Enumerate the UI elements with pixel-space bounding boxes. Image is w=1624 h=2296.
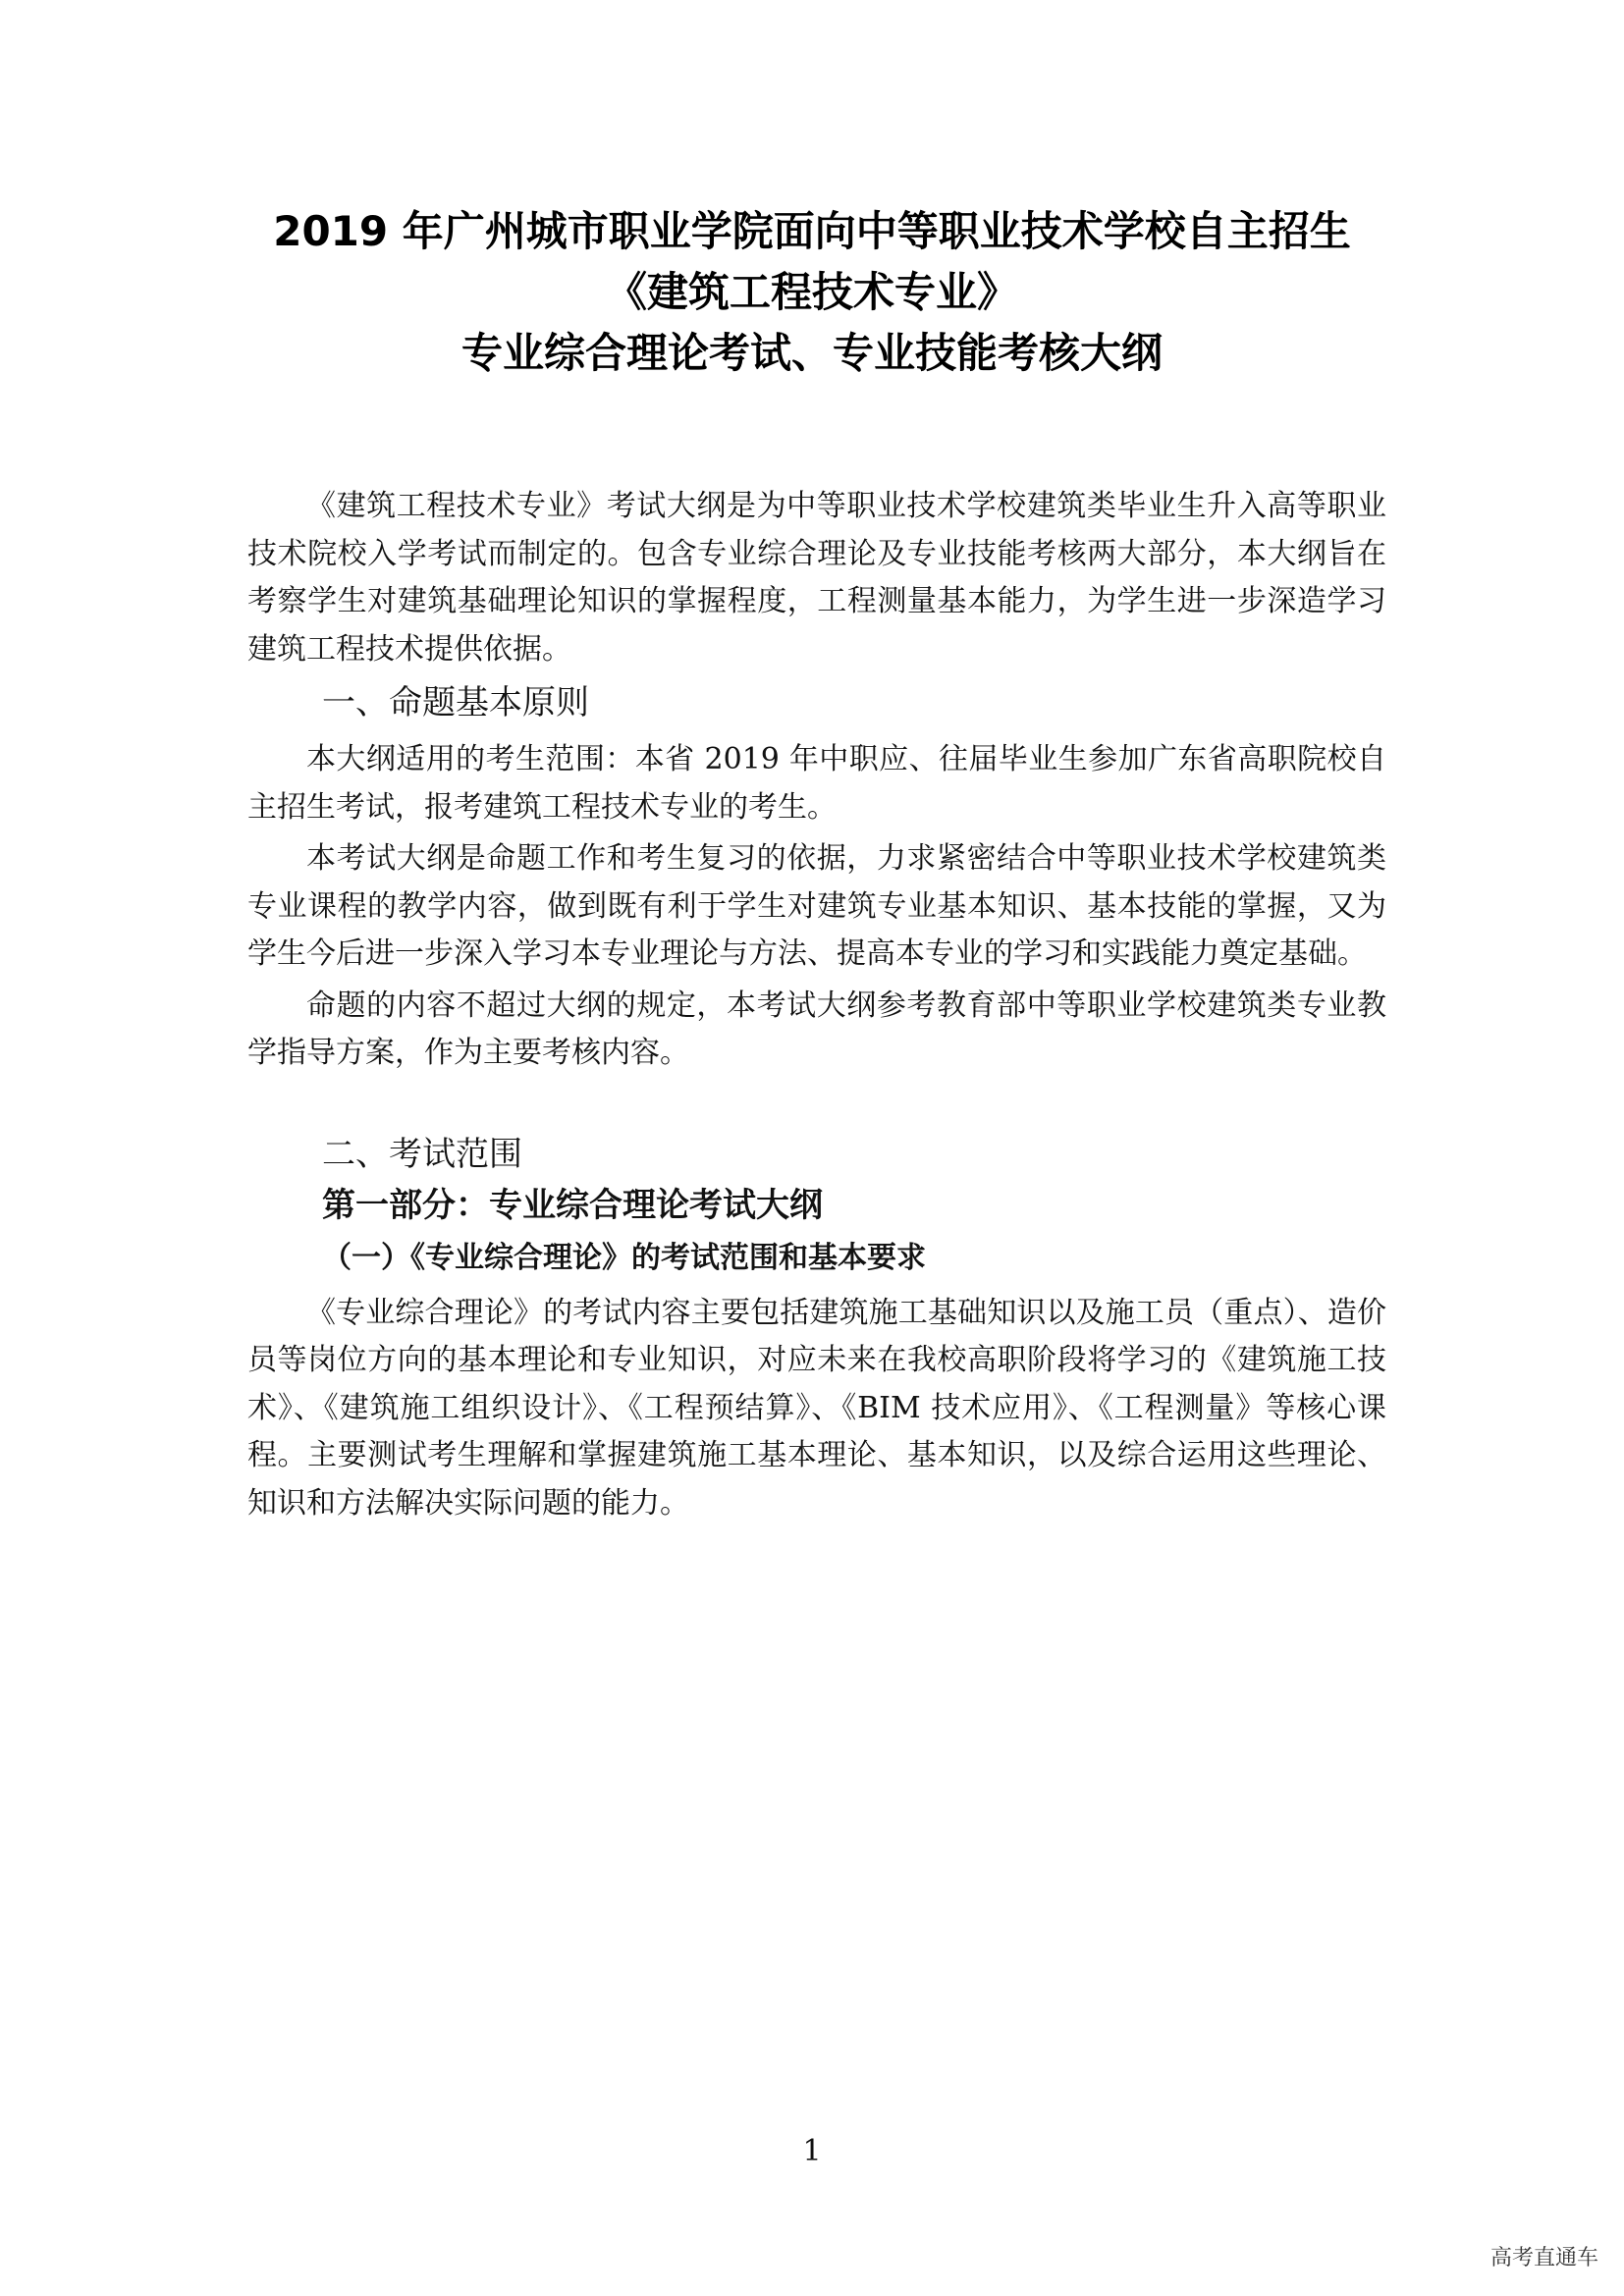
section-1-paragraph-3: 命题的内容不超过大纲的规定，本考试大纲参考教育部中等职业学校建筑类专业教学指导方案，作为主要考核内容。 — [247, 988, 1386, 1070]
title-line-3: 专业综合理论考试、专业技能考核大纲 — [460, 329, 1163, 377]
title-line-2: 《建筑工程技术专业》 — [605, 268, 1018, 316]
document-body — [247, 483, 1386, 1527]
section-1-paragraph-1: 本大纲适用的考生范围：本省 2019 年中职应、往届毕业生参加广东省高职院校自主招生考试，报考建筑工程技术专业的考生。 — [247, 742, 1386, 825]
section-1-paragraph-2: 本考试大纲是命题工作和考生复习的依据，力求紧密结合中等职业技术学校建筑类专业课程的教学内容，做到既有利于学生对建筑专业基本知识、基本技能的掌握，又为学生今后进一步深入学习本专业理论与方法、提高本专业的学习和实践能力奠定基础。 — [247, 841, 1386, 971]
page-number: 1 — [802, 2134, 822, 2168]
sub-heading: （一）《专业综合理论》的考试范围和基本要求 — [322, 1240, 926, 1275]
section-2-heading: 二、考试范围 — [322, 1134, 522, 1174]
section-1-heading: 一、命题基本原则 — [322, 683, 589, 722]
section-2-paragraph: 《专业综合理论》的考试内容主要包括建筑施工基础知识以及施工员（重点）、造价员等岗位方向的基本理论和专业知识，对应未来在我校高职阶段将学习的《建筑施工技术》、《建筑施工组织设计》、《工程预结算》、《BIM 技术应用》、《工程测量》等核心课程。主要测试考生理解和掌握建筑施工基本理论、基本知识，以及综合运用这些理论、知识和方法解决实际问题的能力。 — [247, 1295, 1386, 1521]
intro-paragraph: 《建筑工程技术专业》考试大纲是为中等职业技术学校建筑类毕业生升入高等职业技术院校入学考试而制定的。包含专业综合理论及专业技能考核两大部分，本大纲旨在考察学生对建筑基础理论知识的掌握程度，工程测量基本能力，为学生进一步深造学习建筑工程技术提供依据。 — [247, 489, 1386, 667]
document-title — [0, 201, 1624, 384]
part-1-heading: 第一部分：专业综合理论考试大纲 — [322, 1185, 823, 1225]
title-line-1: 2019 年广州城市职业学院面向中等职业技术学校自主招生 — [273, 207, 1351, 255]
watermark: 高考直通车 — [1487, 2243, 1602, 2274]
